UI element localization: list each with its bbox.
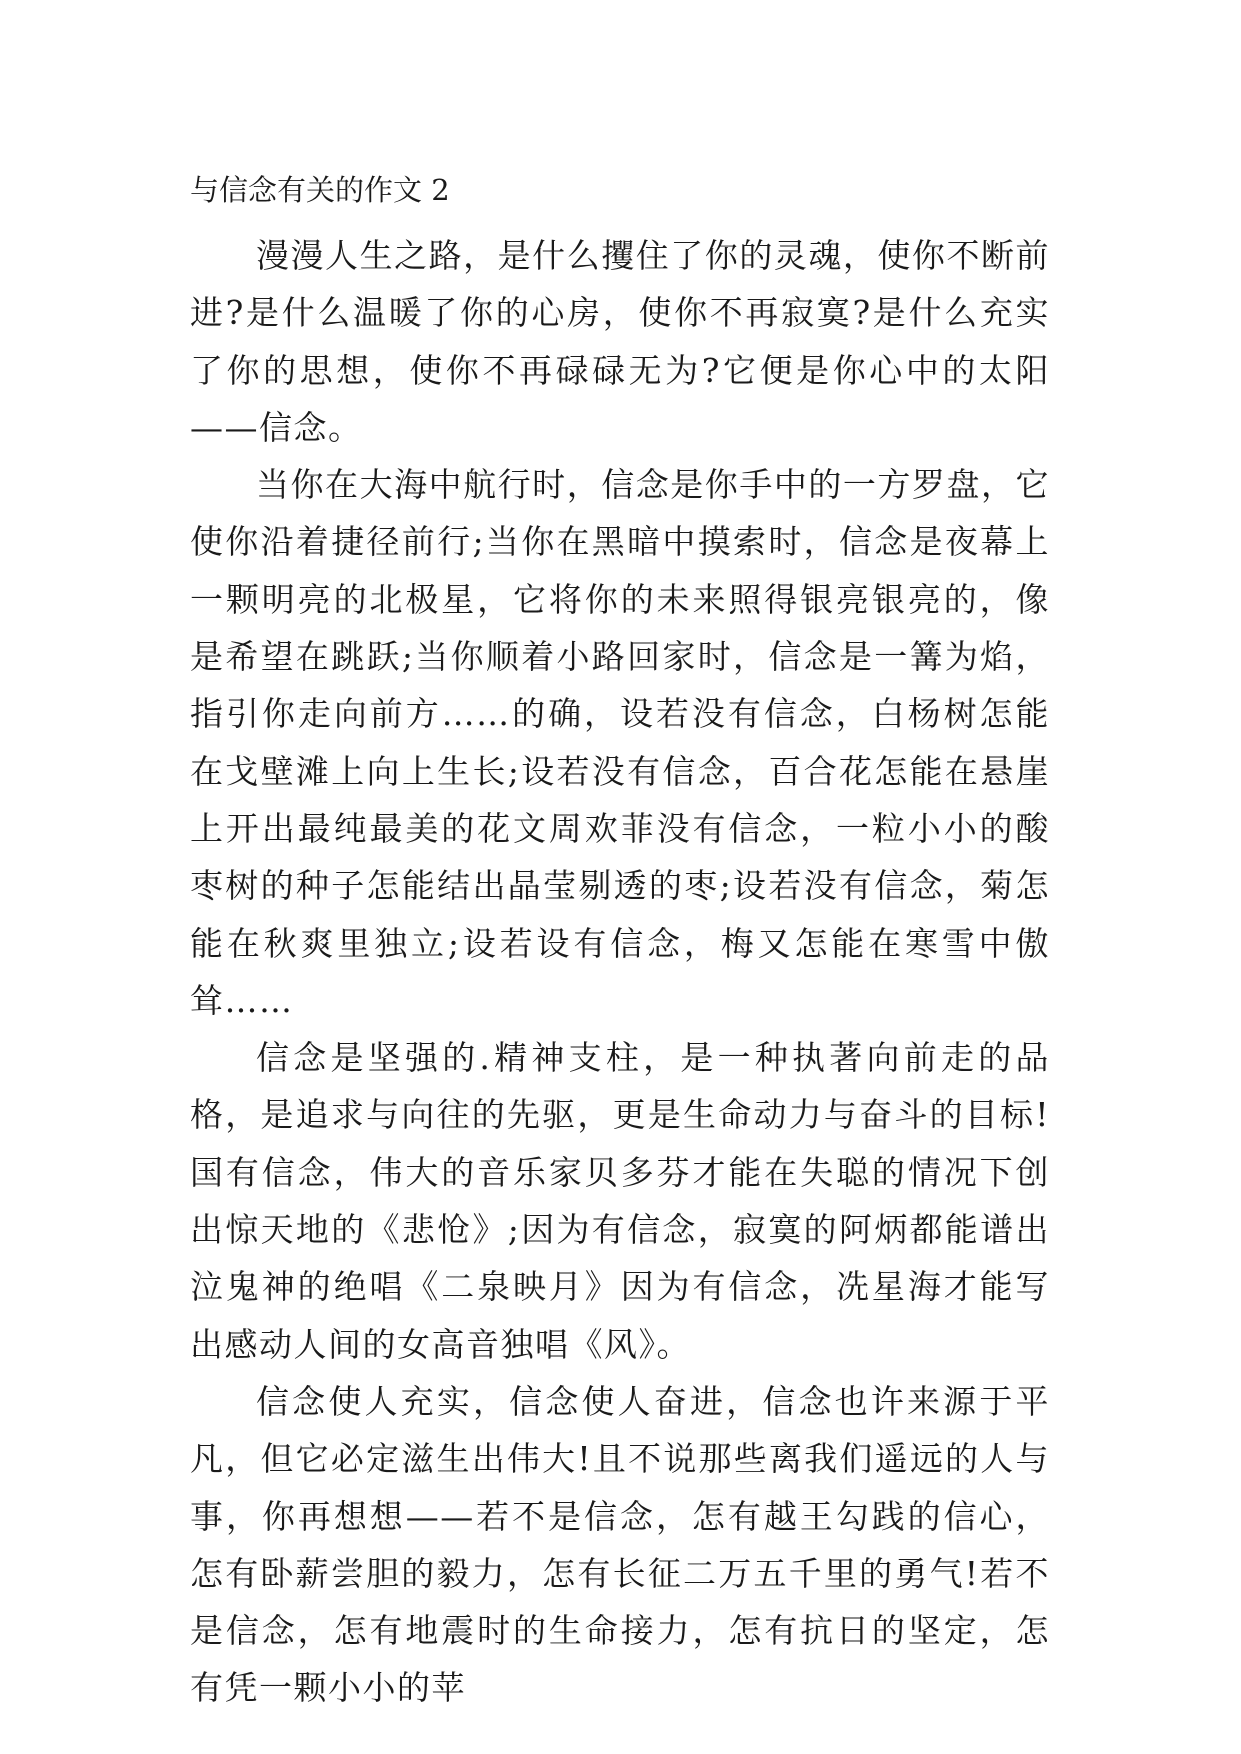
document-title: 与信念有关的作文 2	[190, 173, 450, 207]
paragraph-1: 漫漫人生之路，是什么攫住了你的灵魂，使你不断前进?是什么温暖了你的心房，使你不再寂寞?是什么充实了你的思想，使你不再碌碌无为?它便是你心中的太阳——信念。	[190, 236, 1050, 447]
paragraph-2: 当你在大海中航行时，信念是你手中的一方罗盘，它使你沿着捷径前行;当你在黑暗中摸索时，信念是夜幕上一颗明亮的北极星，它将你的未来照得银亮银亮的，像是希望在跳跃;当你顺着小路回家时，信念是一篝为焰，指引你走向前方……的确，设若没有信念，白杨树怎能在戈壁滩上向上生长;设若没有信念，百合花怎能在悬崖上开出最纯最美的花文周欢菲没有信念，一粒小小的酸枣树的种子怎能结出晶莹剔透的枣;设若没有信念，菊怎能在秋爽里独立;设若设有信念，梅又怎能在寒雪中傲耸……	[190, 465, 1050, 1020]
document-body	[190, 165, 1050, 1717]
paragraph-3: 信念是坚强的.精神支柱，是一种执著向前走的品格，是追求与向往的先驱，更是生命动力与奋斗的目标!国有信念，伟大的音乐家贝多芬才能在失聪的情况下创出惊天地的《悲怆》;因为有信念，寂寞的阿炳都能谱出泣鬼神的绝唱《二泉映月》因为有信念，冼星海才能写出感动人间的女高音独唱《风》。	[190, 1038, 1050, 1364]
paragraph-4: 信念使人充实，信念使人奋进，信念也许来源于平凡，但它必定滋生出伟大!且不说那些离我们遥远的人与事，你再想想——若不是信念，怎有越王勾践的信心，怎有卧薪尝胆的毅力，怎有长征二万五千里的勇气!若不是信念，怎有地震时的生命接力，怎有抗日的坚定，怎有凭一颗小小的苹	[190, 1381, 1050, 1708]
